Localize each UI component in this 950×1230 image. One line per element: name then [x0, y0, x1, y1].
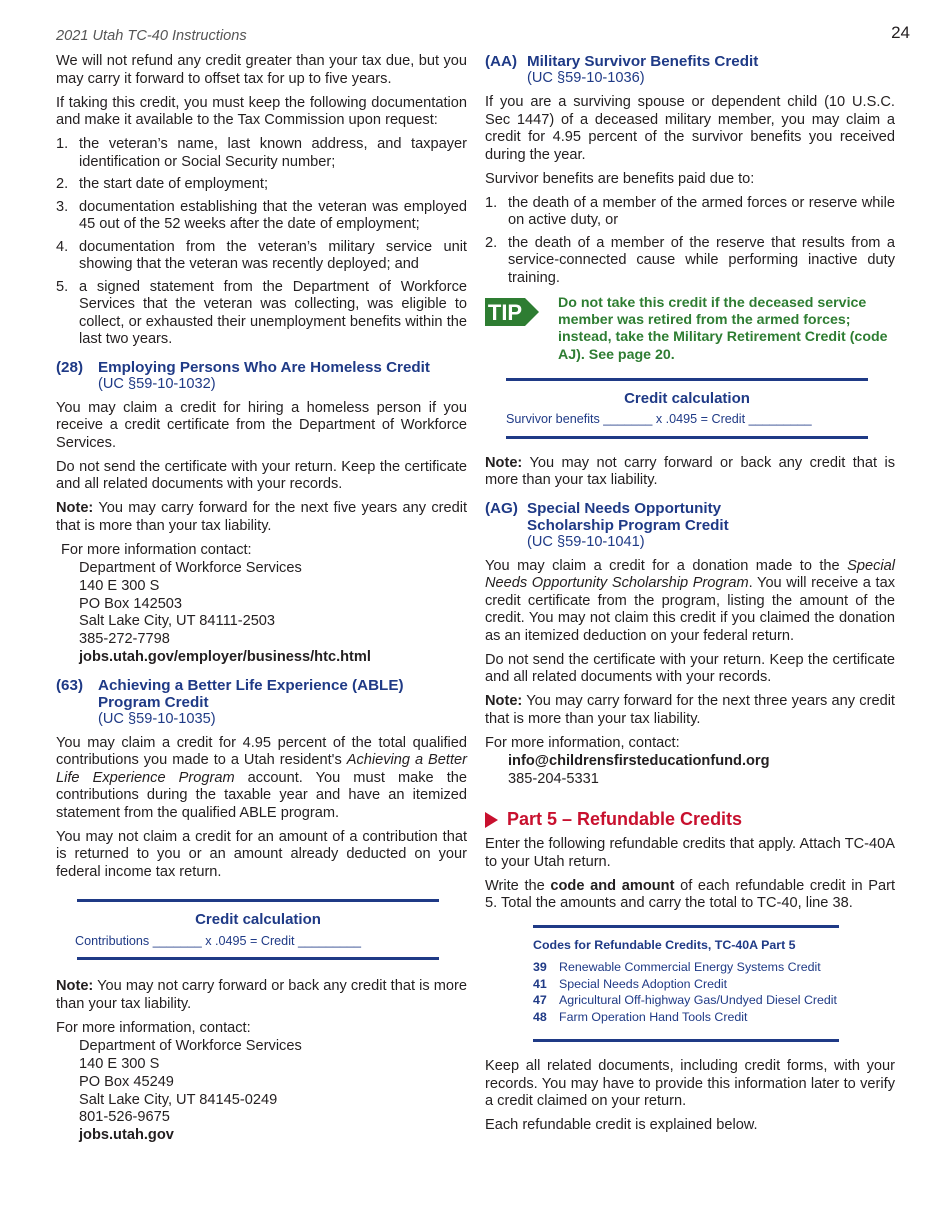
- paragraph: Keep all related documents, including credit forms, with your records. You may have to provide this information later to verify a credit claimed on your return.: [485, 1058, 895, 1110]
- contact-url[interactable]: jobs.utah.gov: [79, 1127, 174, 1144]
- paragraph: Survivor benefits are benefits paid due to:: [485, 170, 755, 187]
- refundable-codes-box: [533, 925, 839, 1043]
- section-title: Employing Persons Who Are Homeless Credit: [98, 358, 430, 376]
- section-code: (63): [56, 676, 84, 694]
- contact-intro: For more information contact:: [61, 541, 252, 558]
- calc-title: Credit calculation: [624, 389, 750, 407]
- divider: [77, 899, 439, 902]
- calc-title: Credit calculation: [195, 911, 321, 929]
- section-reference: (UC §59-10-1035): [98, 710, 216, 727]
- note: Note: You may not carry forward or back any credit that is more than your tax liability.: [56, 978, 467, 1012]
- tip-callout: [485, 295, 895, 364]
- section-code: (AG): [485, 499, 518, 517]
- calc-formula: Contributions _______ x .0495 = Credit _________: [75, 933, 362, 948]
- section-heading-AA: [485, 53, 895, 87]
- code-row: 41 Special Needs Adoption Credit: [533, 976, 728, 991]
- contact-phone: 385-204-5331: [508, 771, 599, 788]
- section-reference: (UC §59-10-1041): [527, 533, 645, 550]
- calc-formula: Survivor benefits _______ x .0495 = Credit _________: [506, 412, 812, 427]
- survivor-benefits-list: [485, 195, 895, 288]
- intro-paragraph: We will not refund any credit greater than your tax due, but you may carry it forward to offset tax for up to five years.: [56, 53, 467, 87]
- section-title: Achieving a Better Life Experience (ABLE) Program Credit: [98, 676, 404, 711]
- paragraph: Do not send the certificate with your return. Keep the certificate and all related documents with your records.: [485, 651, 895, 686]
- divider: [533, 1039, 839, 1042]
- divider: [533, 925, 839, 928]
- code-row: 48 Farm Operation Hand Tools Credit: [533, 1009, 748, 1024]
- paragraph: Do not send the certificate with your return. Keep the certificate and all related documents with your records.: [56, 458, 467, 492]
- right-column: [485, 53, 895, 1141]
- contact-block: [485, 753, 895, 789]
- list-item: 4. documentation from the veteran’s military service unit showing that the veteran was recently deployed; and: [56, 238, 467, 272]
- list-item: 1. the veteran’s name, last known address, and taxpayer identification or Social Security number;: [56, 136, 467, 170]
- contact-intro: For more information, contact:: [485, 734, 680, 751]
- code-row: 47 Agricultural Off-highway Gas/Undyed Diesel Credit: [533, 993, 837, 1008]
- document-title: 2021 Utah TC-40 Instructions: [56, 28, 247, 44]
- tip-icon: [485, 295, 558, 335]
- list-item: 1. the death of a member of the armed forces or reserve while on active duty, or: [485, 194, 895, 228]
- divider: [506, 436, 868, 439]
- left-column: [56, 53, 467, 1152]
- note: Note: You may carry forward for the next three years any credit that is more than your tax liability.: [485, 693, 895, 727]
- section-title: Military Survivor Benefits Credit: [527, 53, 759, 70]
- section-heading-63: [56, 677, 467, 728]
- section-heading-28: [56, 359, 467, 393]
- list-item: 2. the start date of employment;: [56, 176, 269, 192]
- list-item: 5. a signed statement from the Department of Workforce Services that the veteran was collecting, was eligible to collect, or exhausted their unemployment benefits within the last two years.: [56, 278, 467, 347]
- tip-badge-label: TIP: [487, 300, 523, 325]
- note: Note: You may carry forward for the next five years any credit that is more than your tax liability.: [56, 500, 467, 534]
- tip-text: Do not take this credit if the deceased service member was retired from the armed forces; instead, take the Military Retirement Credit (code AJ). See page 20.: [558, 295, 888, 363]
- paragraph: If you are a surviving spouse or dependent child (10 U.S.C. Sec 1447) of a deceased military member, you may claim a credit for 4.95 percent of the survivor benefits you received during the year.: [485, 94, 895, 163]
- paragraph: You may claim a credit for 4.95 percent of the total qualified contributions you made to a Utah resident's Achieving a Better Life Experience Program account. You must make the contributions during the taxable year and have an itemized statement from the qualified ABLE program.: [56, 734, 467, 821]
- section-title: Special Needs Opportunity Scholarship Program Credit: [527, 499, 729, 534]
- section-heading-AG: [485, 500, 895, 551]
- documentation-paragraph: If taking this credit, you must keep the following documentation and make it available to the Tax Commission upon request:: [56, 94, 467, 128]
- paragraph: You may not claim a credit for an amount of a contribution that is returned to you or an amount already deducted on your federal income tax return.: [56, 828, 467, 880]
- contact-intro: For more information, contact:: [56, 1019, 251, 1036]
- note: Note: You may not carry forward or back any credit that is more than your tax liability.: [485, 454, 895, 489]
- divider: [77, 957, 439, 960]
- documentation-list: [56, 136, 467, 349]
- section-code: (AA): [485, 53, 518, 70]
- paragraph: Enter the following refundable credits that apply. Attach TC-40A to your Utah return.: [485, 836, 895, 870]
- section-code: (28): [56, 358, 84, 376]
- section-reference: (UC §59-10-1036): [527, 70, 645, 86]
- page-number: 24: [891, 23, 910, 42]
- paragraph: Each refundable credit is explained below.: [485, 1117, 758, 1134]
- paragraph: You may claim a credit for a donation made to the Special Needs Opportunity Scholarship Program. You will receive a tax credit certificate from the program, listing the amount of the credit. You may not claim this credit if you claimed the donation as an itemized deduction on your federal return.: [485, 557, 895, 644]
- divider: [506, 378, 868, 381]
- paragraph: Write the code and amount of each refundable credit in Part 5. Total the amounts and carry the total to TC-40, line 38.: [485, 877, 896, 912]
- part5-heading: Part 5 – Refundable Credits: [485, 811, 895, 829]
- list-item: 2. the death of a member of the reserve that results from a service-connected cause while performing inactive duty training.: [485, 234, 895, 286]
- contact-url[interactable]: jobs.utah.gov/employer/business/htc.html: [79, 648, 371, 665]
- triangle-bullet-icon: [485, 812, 498, 828]
- credit-calculation-box: [77, 899, 439, 960]
- credit-calculation-box: [506, 378, 868, 439]
- contact-block: Department of Workforce Services 140 E 300 S PO Box 142503 Salt Lake City, UT 84111-2503 385-272-7798 jobs.utah.gov/employer/business/htc.html: [56, 560, 467, 667]
- code-row: 39 Renewable Commercial Energy Systems Credit: [533, 960, 821, 975]
- contact-email[interactable]: info@childrensfirsteducationfund.org: [508, 753, 770, 770]
- paragraph: You may claim a credit for hiring a homeless person if you receive a credit certificate from the Department of Workforce Services.: [56, 399, 467, 451]
- contact-block: Department of Workforce Services 140 E 300 S PO Box 45249 Salt Lake City, UT 84145-0249 801-526-9675 jobs.utah.gov: [56, 1038, 467, 1145]
- section-reference: (UC §59-10-1032): [98, 375, 216, 392]
- codes-title: Codes for Refundable Credits, TC-40A Part 5: [533, 937, 796, 952]
- list-item: 3. documentation establishing that the veteran was employed 45 out of the 52 weeks after the date of employment;: [56, 198, 467, 232]
